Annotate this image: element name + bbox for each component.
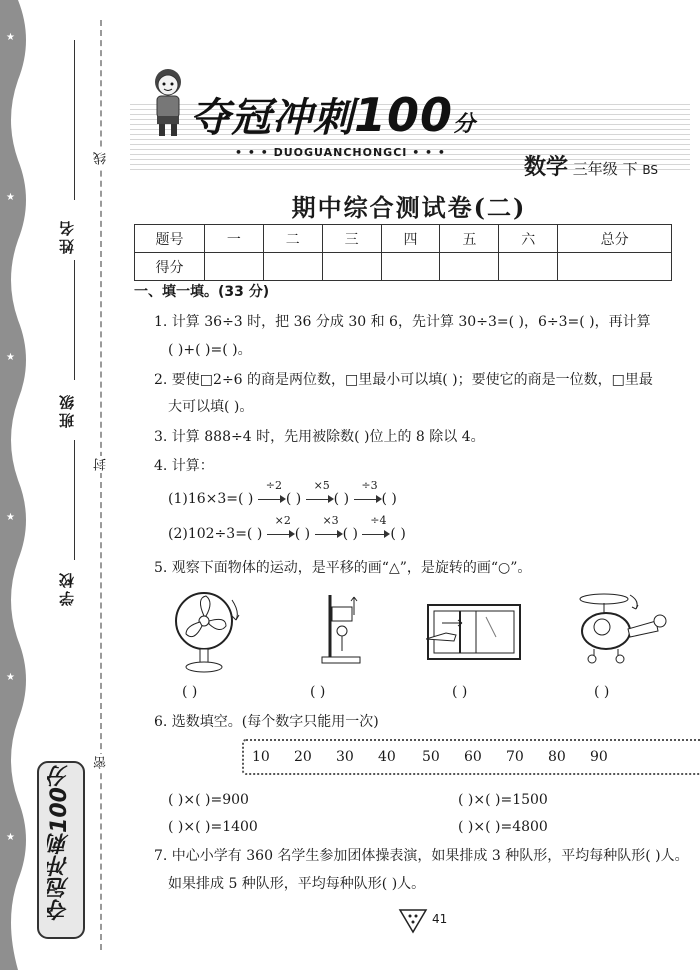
number-bank-item: 60 [464, 749, 482, 765]
number-bank-item: 80 [548, 749, 566, 765]
fan-icon [174, 588, 240, 674]
q6-equation-3: ( )×( )=1400 [168, 819, 258, 835]
score-input-cell[interactable] [205, 253, 264, 281]
score-input-cell[interactable] [440, 253, 499, 281]
arrow-icon: ÷4 [362, 527, 390, 541]
brand-pinyin: • • • DUOGUANCHONGCI • • • [235, 146, 446, 159]
arrow-icon: ÷3 [354, 492, 382, 506]
arrow-icon: ×3 [315, 527, 343, 541]
school-label: 学校 [58, 570, 76, 606]
arrow-icon: ÷2 [258, 492, 286, 506]
class-underline [74, 260, 75, 380]
q6-equation-2: ( )×( )=1500 [458, 792, 548, 808]
table-cell: 总分 [558, 225, 672, 253]
q4-row1-start: (1)16×3=( ) [168, 491, 254, 507]
number-bank-item: 90 [590, 749, 608, 765]
score-table [134, 224, 672, 281]
q5-blank-1[interactable]: ( ) [182, 684, 198, 700]
score-input-cell[interactable] [263, 253, 322, 281]
q2-line2: 大可以填( )。 [168, 399, 254, 415]
q5-blank-4[interactable]: ( ) [594, 684, 610, 700]
grade-name: 三年级 下 [572, 160, 638, 178]
side-strip [0, 0, 118, 970]
table-cell: 二 [263, 225, 322, 253]
subject-label [524, 150, 658, 181]
q4-row2: (2)102÷3=( ) ×2 ( ) ×3 ( ) ÷4 ( ) [168, 514, 406, 542]
svg-text:★: ★ [6, 832, 15, 843]
table-cell: 五 [440, 225, 499, 253]
q4-head: 4. 计算： [154, 458, 214, 474]
q5-blank-3[interactable]: ( ) [452, 684, 468, 700]
table-cell: 四 [381, 225, 440, 253]
q5-blank-2[interactable]: ( ) [310, 684, 326, 700]
brand-fen: 分 [453, 112, 477, 137]
table-cell: 三 [322, 225, 381, 253]
wave-edge-decoration [0, 0, 40, 970]
number-bank-box [242, 739, 700, 775]
q5-text: 5. 观察下面物体的运动，是平移的画“△”，是旋转的画“○”。 [154, 560, 532, 576]
table-row [135, 225, 672, 253]
q6-equation-4: ( )×( )=4800 [458, 819, 548, 835]
q7-line1: 7. 中心小学有 360 名学生参加团体操表演，如果排成 3 种队形，平均每种队形( )人。 [154, 848, 689, 864]
q4-row2-start: (2)102÷3=( ) [168, 526, 263, 542]
school-underline [74, 440, 75, 560]
q1-line1: 1. 计算 36÷3 时，把 36 分成 30 和 6，先计算 30÷3=( )，6÷3=( )，再计算 [154, 314, 651, 330]
q7-line2: 如果排成 5 种队形，平均每种队形( )人。 [168, 876, 426, 892]
kid-mascot-icon [145, 66, 191, 138]
number-bank-item: 30 [336, 749, 354, 765]
score-input-cell[interactable] [499, 253, 558, 281]
page-number: 41 [432, 912, 448, 926]
number-bank-item: 10 [252, 749, 270, 765]
class-label: 班级 [58, 392, 76, 428]
svg-text:★: ★ [6, 512, 15, 523]
side-logo-text: 夺冠冲刺100分 [47, 765, 72, 921]
arrow-icon: ×2 [267, 527, 295, 541]
watermelon-icon [398, 904, 428, 934]
brand-text: 夺冠冲刺 [190, 95, 354, 141]
number-bank-item: 40 [378, 749, 396, 765]
table-cell: 六 [499, 225, 558, 253]
table-cell: 题号 [135, 225, 205, 253]
seal-mark-seal: 封 [94, 458, 109, 471]
score-input-cell[interactable] [322, 253, 381, 281]
brand-number: 100 [354, 88, 454, 142]
q2-line1: 2. 要使□2÷6 的商是两位数，□里最小可以填( )；要使它的商是一位数，□里最 [154, 372, 653, 388]
section-heading: 一、填一填。(33 分) [134, 284, 270, 300]
helicopter-icon [574, 591, 670, 665]
seal-mark-line: 线 [94, 152, 109, 165]
table-cell: 得分 [135, 253, 205, 281]
number-bank-item: 20 [294, 749, 312, 765]
brand-logo [190, 86, 476, 143]
q3-line1: 3. 计算 888÷4 时，先用被除数( )位上的 8 除以 4。 [154, 429, 485, 445]
page-title: 期中综合测试卷(二) [291, 193, 527, 222]
flagpole-icon [320, 593, 364, 665]
arrow-icon: ×5 [306, 492, 334, 506]
q4-row1: (1)16×3=( ) ÷2 ( ) ×5 ( ) ÷3 ( ) [168, 479, 397, 507]
number-bank-item: 70 [506, 749, 524, 765]
name-underline [74, 40, 75, 200]
table-cell: 一 [205, 225, 264, 253]
q6-text: 6. 选数填空。(每个数字只能用一次) [154, 714, 379, 730]
name-label: 姓名 [58, 218, 76, 254]
subject-name: 数学 [524, 155, 569, 180]
score-input-cell[interactable] [381, 253, 440, 281]
q1-line2: ( )+( )=( )。 [168, 342, 252, 358]
svg-text:★: ★ [6, 672, 15, 683]
svg-text:★: ★ [6, 352, 15, 363]
seal-mark-secret: 密 [94, 756, 109, 769]
sliding-window-icon [426, 603, 522, 661]
edition-name: BS [642, 163, 658, 177]
number-bank-item: 50 [422, 749, 440, 765]
svg-text:★: ★ [6, 32, 15, 43]
table-row [135, 253, 672, 281]
q6-equation-1: ( )×( )=900 [168, 792, 249, 808]
score-input-cell[interactable] [558, 253, 672, 281]
svg-text:★: ★ [6, 192, 15, 203]
